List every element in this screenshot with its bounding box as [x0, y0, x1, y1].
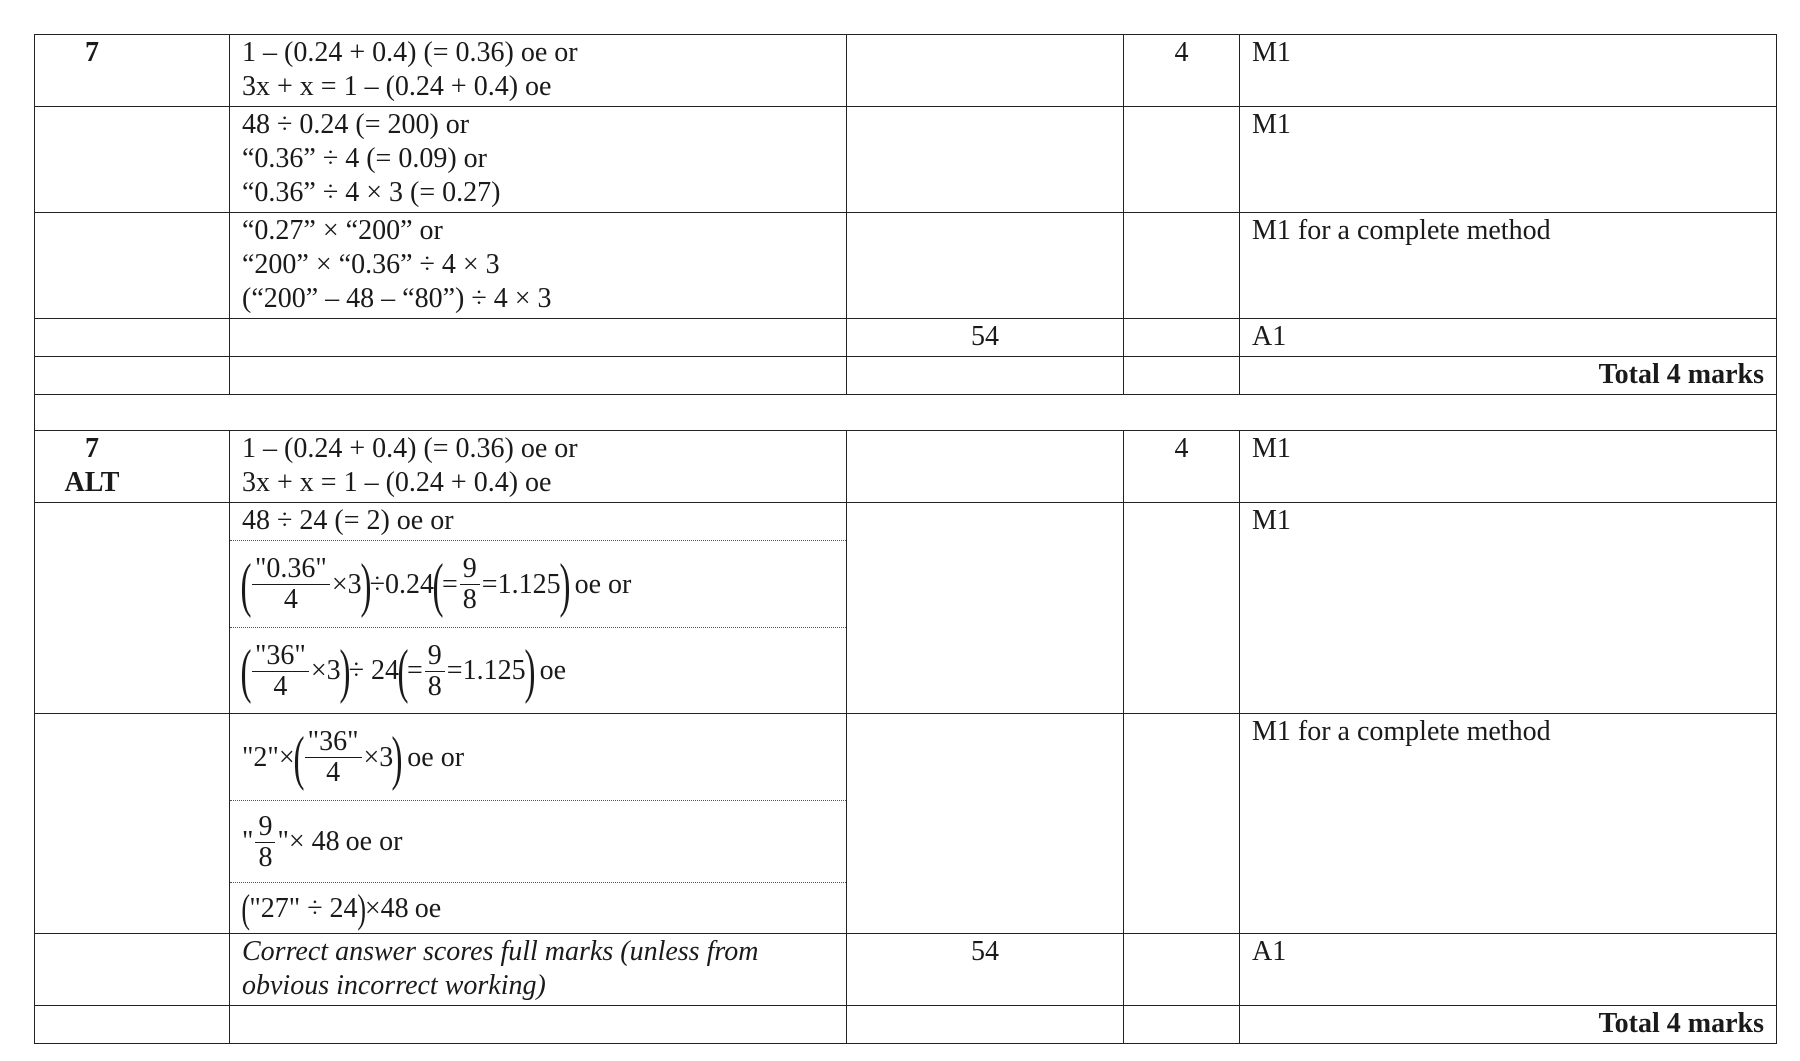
- notes-cell: M1: [1240, 35, 1777, 107]
- alt-label: ALT: [64, 467, 120, 498]
- notes-cell: A1: [1240, 934, 1777, 1006]
- q7-row-1: [35, 35, 1777, 107]
- mark-scheme: [34, 34, 1776, 1044]
- working-line: 1 – (0.24 + 0.4) (= 0.36) oe or: [242, 433, 578, 464]
- q7-alt-row-1: [35, 431, 1777, 503]
- working-line: [230, 883, 846, 933]
- working-line: “0.36” ÷ 4 (= 0.09) or: [242, 143, 487, 174]
- math-expression: "2"× ( $\frac{"36"}{4}$ ×3 ) oe or: [242, 724, 465, 791]
- note-line: obvious incorrect working): [242, 970, 546, 1001]
- working-cell: [230, 503, 847, 714]
- working-line: 48 ÷ 0.24 (= 200) or: [242, 109, 470, 140]
- q7-row-4: [35, 319, 1777, 357]
- mark-scheme-table: [34, 34, 1777, 1044]
- answer-cell: [847, 35, 1124, 107]
- marks-cell: 4: [1124, 431, 1240, 503]
- working-line: [230, 714, 846, 801]
- q7-alt-row-4: [35, 934, 1777, 1006]
- q7-alt-row-3: [35, 714, 1777, 934]
- working-cell: [230, 934, 847, 1006]
- working-line: 48 ÷ 24 (= 2) oe or: [230, 503, 846, 541]
- math-expression: ( $\frac{"36"}{4}$ ×3 ) ÷ 24 ( = $\frac{9}{8}$ =1.125 ) oe: [240, 638, 566, 704]
- working-line: 3x + x = 1 – (0.24 + 0.4) oe: [242, 467, 552, 498]
- question-number: 7 ALT: [35, 431, 230, 503]
- total-marks: Total 4 marks: [1240, 357, 1777, 395]
- working-line: [230, 541, 846, 628]
- q7-alt-total-row: [35, 1006, 1777, 1044]
- question-number: 7: [35, 35, 230, 107]
- q7-total-row: [35, 357, 1777, 395]
- notes-cell: M1: [1240, 431, 1777, 503]
- note-line: Correct answer scores full marks (unless from: [242, 936, 759, 967]
- working-line: [230, 801, 846, 883]
- notes-cell: M1 for a complete method: [1240, 213, 1777, 319]
- working-line: “0.27” × “200” or: [242, 215, 443, 246]
- math-expression: ( "27" ÷ 24 ) ×48 oe: [241, 885, 442, 931]
- working-cell: [230, 107, 847, 213]
- notes-cell: M1 for a complete method: [1240, 714, 1777, 934]
- q7-row-2: [35, 107, 1777, 213]
- answer-cell: 54: [847, 319, 1124, 357]
- math-expression: ( $\frac{"0.36"}{4}$ ×3 ) ÷0.24 ( = $\frac{9}{8}$ =1.125 ) oe or: [240, 551, 632, 618]
- working-cell: [230, 431, 847, 503]
- notes-cell: M1: [1240, 503, 1777, 714]
- working-cell: [230, 714, 847, 934]
- q7-alt-row-2: [35, 503, 1777, 714]
- spacer-row: [35, 395, 1777, 431]
- answer-cell: 54: [847, 934, 1124, 1006]
- working-line: 1 – (0.24 + 0.4) (= 0.36) oe or: [242, 37, 578, 68]
- notes-cell: A1: [1240, 319, 1777, 357]
- marks-cell: 4: [1124, 35, 1240, 107]
- working-line: “200” × “0.36” ÷ 4 × 3: [242, 249, 500, 280]
- notes-cell: M1: [1240, 107, 1777, 213]
- working-line: “0.36” ÷ 4 × 3 (= 0.27): [242, 177, 501, 208]
- working-cell: [230, 213, 847, 319]
- q7-row-3: [35, 213, 1777, 319]
- total-marks: Total 4 marks: [1240, 1006, 1777, 1044]
- math-expression: " $\frac{9}{8}$ " × 48 oe or: [242, 810, 403, 873]
- working-line: (“200” – 48 – “80”) ÷ 4 × 3: [242, 283, 552, 314]
- working-cell: [230, 35, 847, 107]
- working-line: [230, 628, 846, 713]
- working-line: 3x + x = 1 – (0.24 + 0.4) oe: [242, 71, 552, 102]
